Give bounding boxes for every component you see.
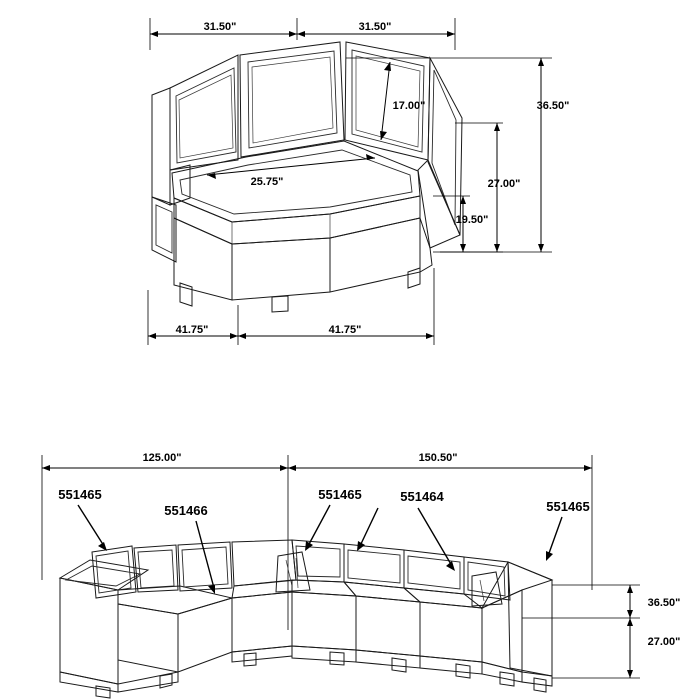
part-label-551464: 551464 bbox=[400, 489, 444, 504]
dim-overall-height-right: 36.50" bbox=[647, 597, 681, 609]
dim-overall-height: 36.50" bbox=[536, 100, 570, 112]
dim-arm-height: 27.00" bbox=[487, 178, 521, 190]
dim-bottom-left-depth: 41.75" bbox=[175, 324, 209, 336]
top-width-dimensions bbox=[150, 18, 455, 50]
part-label-551466: 551466 bbox=[164, 503, 208, 518]
dim-seat-height: 19.50" bbox=[455, 214, 489, 226]
part-label-551465-mid: 551465 bbox=[318, 487, 362, 502]
dim-back-cushion-height: 17.00" bbox=[392, 100, 426, 112]
dim-top-left-width: 31.50" bbox=[203, 21, 237, 33]
back-cushion-height-dimension bbox=[380, 62, 391, 140]
dim-bottom-right-depth: 41.75" bbox=[328, 324, 362, 336]
overall-height-dimension bbox=[346, 58, 552, 252]
dim-seat-depth: 25.75" bbox=[250, 176, 284, 188]
corner-chair-illustration bbox=[152, 42, 462, 312]
sectional-sofa-illustration bbox=[60, 540, 552, 698]
dim-seat-arm-height-right: 27.00" bbox=[647, 636, 681, 648]
sectional-width-dimensions bbox=[42, 455, 592, 630]
sectional-height-dimensions bbox=[522, 585, 640, 678]
dim-left-section-width: 125.00" bbox=[142, 452, 182, 464]
part-label-551465-right: 551465 bbox=[546, 499, 590, 514]
part-label-551465-left: 551465 bbox=[58, 487, 102, 502]
dim-top-right-width: 31.50" bbox=[358, 21, 392, 33]
dim-right-section-width: 150.50" bbox=[418, 452, 458, 464]
